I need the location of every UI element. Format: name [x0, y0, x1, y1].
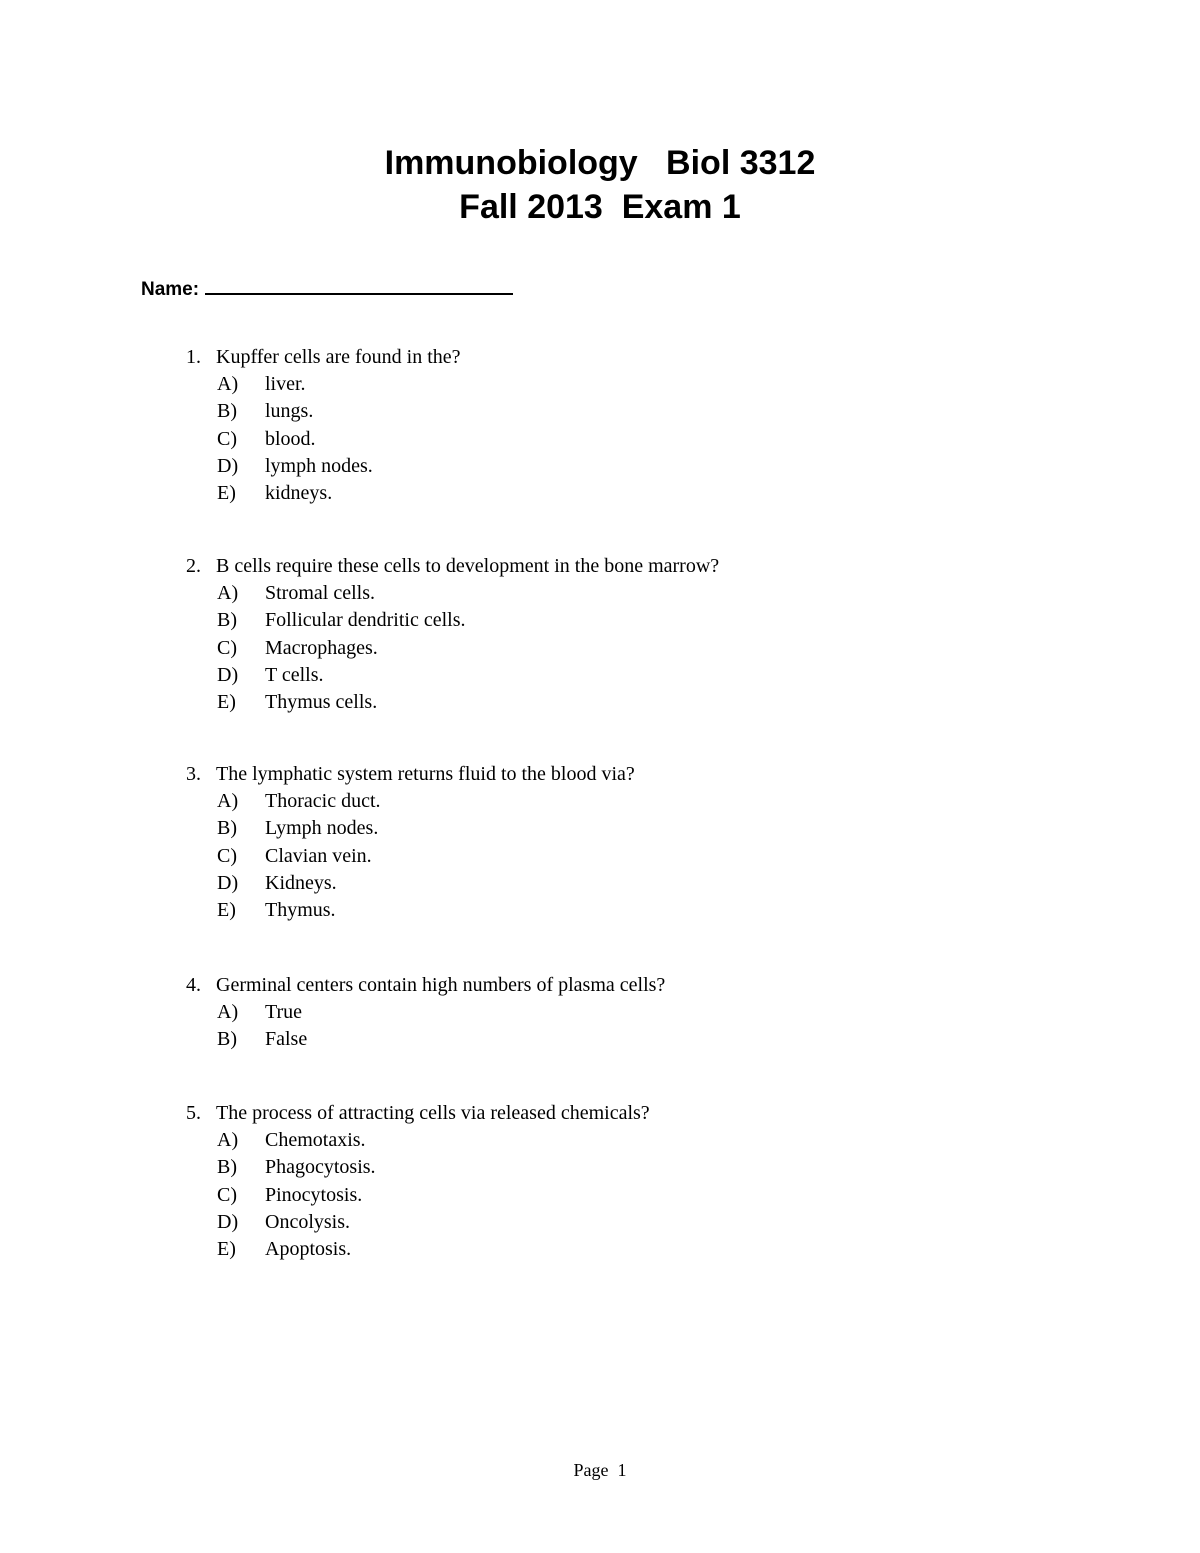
question-stem — [186, 972, 665, 999]
choice-b[interactable] — [186, 398, 461, 425]
choice-text: Stromal cells. — [265, 582, 375, 605]
choice-letter: C) — [217, 1183, 237, 1206]
choice-text: Thymus cells. — [265, 691, 378, 714]
question-stem — [186, 1100, 650, 1127]
choice-letter: E) — [217, 899, 236, 922]
choice-letter: C) — [217, 636, 237, 659]
choice-c[interactable] — [186, 843, 635, 870]
choice-text: blood. — [265, 427, 316, 450]
choice-letter: E) — [217, 691, 236, 714]
question-text: The process of attracting cells via released chemicals? — [216, 1102, 650, 1124]
choice-text: lymph nodes. — [265, 454, 373, 477]
choice-letter: D) — [217, 663, 239, 686]
name-blank-line[interactable] — [205, 273, 513, 295]
choice-text: Oncolysis. — [265, 1210, 350, 1233]
choice-text: Kidneys. — [265, 871, 337, 894]
question-stem — [186, 553, 719, 580]
choice-text: Lymph nodes. — [265, 817, 379, 840]
choice-e[interactable] — [186, 689, 719, 716]
choice-a[interactable] — [186, 1127, 650, 1154]
choice-text: liver. — [265, 373, 306, 396]
choice-letter: C) — [217, 844, 237, 867]
name-label: Name: — [141, 279, 200, 300]
name-field-row — [141, 273, 513, 303]
choice-letter: A) — [217, 1001, 239, 1024]
question-1 — [186, 344, 461, 507]
choice-b[interactable] — [186, 607, 719, 634]
choice-a[interactable] — [186, 371, 461, 398]
choice-text: Pinocytosis. — [265, 1183, 363, 1206]
question-text: Germinal centers contain high numbers of plasma cells? — [216, 974, 666, 996]
choice-b[interactable] — [186, 1026, 665, 1053]
choice-letter: B) — [217, 400, 237, 423]
question-number: 5. — [186, 1102, 201, 1124]
question-5 — [186, 1100, 650, 1263]
question-text: Kupffer cells are found in the? — [216, 346, 461, 368]
question-number: 2. — [186, 555, 201, 577]
choice-letter: A) — [217, 1129, 239, 1152]
course-title: Immunobiology Biol 3312 — [384, 144, 816, 182]
question-text: B cells require these cells to development in the bone marrow? — [216, 555, 720, 577]
choice-text: T cells. — [265, 663, 324, 686]
question-2 — [186, 553, 719, 716]
choice-text: Thoracic duct. — [265, 790, 381, 813]
choice-c[interactable] — [186, 426, 461, 453]
choice-text: Phagocytosis. — [265, 1156, 376, 1179]
question-stem — [186, 344, 461, 371]
question-4 — [186, 972, 665, 1054]
choice-d[interactable] — [186, 453, 461, 480]
choice-a[interactable] — [186, 580, 719, 607]
choice-c[interactable] — [186, 635, 719, 662]
exam-title — [0, 141, 1200, 229]
choice-d[interactable] — [186, 870, 635, 897]
choice-e[interactable] — [186, 1236, 650, 1263]
choice-letter: B) — [217, 817, 237, 840]
choice-letter: B) — [217, 609, 237, 632]
choice-letter: A) — [217, 582, 239, 605]
choice-letter: C) — [217, 427, 237, 450]
choice-d[interactable] — [186, 662, 719, 689]
choice-letter: E) — [217, 1238, 236, 1261]
choice-text: Chemotaxis. — [265, 1129, 366, 1152]
choice-a[interactable] — [186, 788, 635, 815]
choice-letter: A) — [217, 790, 239, 813]
question-number: 4. — [186, 974, 201, 996]
choice-letter: D) — [217, 1210, 239, 1233]
question-text: The lymphatic system returns fluid to the blood via? — [216, 763, 635, 785]
choice-text: False — [265, 1028, 308, 1051]
exam-subtitle: Fall 2013 Exam 1 — [459, 188, 741, 226]
choice-letter: D) — [217, 454, 239, 477]
question-stem — [186, 761, 635, 788]
question-number: 3. — [186, 763, 201, 785]
choice-text: Follicular dendritic cells. — [265, 609, 466, 632]
choice-a[interactable] — [186, 999, 665, 1026]
choice-c[interactable] — [186, 1182, 650, 1209]
choice-text: Thymus. — [265, 899, 336, 922]
choice-letter: B) — [217, 1028, 237, 1051]
page-number: Page 1 — [573, 1460, 627, 1480]
choice-text: lungs. — [265, 400, 314, 423]
choice-text: kidneys. — [265, 482, 333, 505]
choice-letter: E) — [217, 482, 236, 505]
choice-b[interactable] — [186, 815, 635, 842]
choice-d[interactable] — [186, 1209, 650, 1236]
choice-b[interactable] — [186, 1154, 650, 1181]
choice-e[interactable] — [186, 897, 635, 924]
choice-e[interactable] — [186, 480, 461, 507]
choice-text: Clavian vein. — [265, 844, 372, 867]
question-3 — [186, 761, 635, 924]
choice-text: True — [265, 1001, 303, 1024]
choice-letter: B) — [217, 1156, 237, 1179]
choice-letter: A) — [217, 373, 239, 396]
question-number: 1. — [186, 346, 201, 368]
choice-letter: D) — [217, 871, 239, 894]
choice-text: Apoptosis. — [265, 1238, 352, 1261]
choice-text: Macrophages. — [265, 636, 378, 659]
